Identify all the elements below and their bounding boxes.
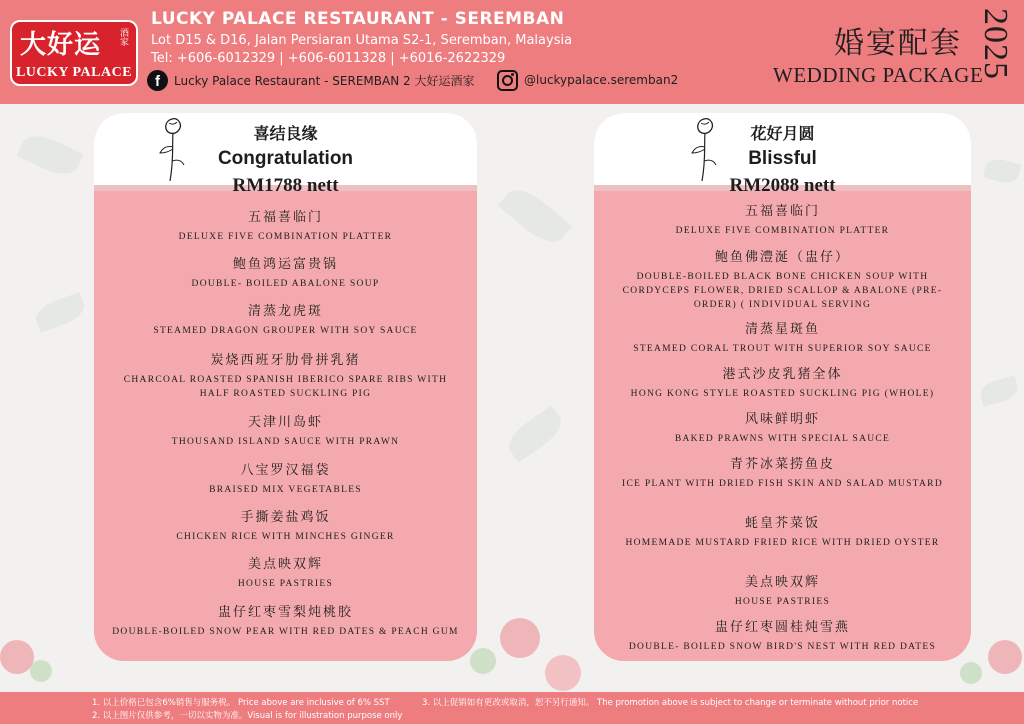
flower-decoration (30, 660, 52, 682)
menu-dish (608, 204, 957, 238)
dish-name-chinese: 美点映双辉 (744, 575, 820, 590)
menu-dish (108, 557, 463, 591)
flower-decoration (960, 662, 982, 684)
dish-name-english: BRAISED MIX VEGETABLES (209, 485, 362, 495)
background-leaf-decoration (498, 181, 572, 251)
dish-name-chinese: 手撕姜盐鸡饭 (240, 510, 331, 525)
flower-decoration (988, 640, 1022, 674)
package-year: 2025 (977, 8, 1014, 80)
dish-name-chinese: 青芥冰菜捞鱼皮 (729, 457, 835, 472)
dish-name-chinese: 鲍鱼鸿运富贵锅 (232, 257, 338, 272)
package-title-chinese: 婚宴配套 (834, 26, 962, 61)
background-leaf-decoration (16, 129, 83, 182)
flower-decoration (0, 640, 34, 674)
background-leaf-decoration (502, 405, 567, 462)
menu-dish (108, 304, 463, 338)
restaurant-phone: Tel: +606-6012329 | +606-6011328 | +6016-2622329 (151, 51, 506, 66)
restaurant-address: Lot D15 & D16, Jalan Persiaran Utama S2-1, Seremban, Malaysia (151, 33, 573, 48)
menu-dish (108, 257, 463, 291)
dish-name-chinese: 蚝皇芥菜饭 (744, 516, 820, 531)
menu-dish (108, 510, 463, 544)
logo-chinese-name: 大好运 (20, 30, 102, 60)
flower-decoration (545, 655, 581, 691)
instagram-link[interactable] (497, 69, 678, 91)
footer-note-illustration: 2. 以上图片仅供参考，一切以实物为准。Visual is for illustration purpose only (92, 711, 403, 721)
logo-english-name: LUCKY PALACE (15, 65, 133, 80)
dish-name-english: HOMEMADE MUSTARD FRIED RICE WITH DRIED OYSTER (625, 538, 940, 548)
menu-dish (108, 605, 463, 639)
menu-dish (108, 353, 463, 401)
package-price: RM1788 nett (232, 175, 339, 196)
restaurant-name: LUCKY PALACE RESTAURANT - SEREMBAN (151, 9, 565, 29)
dish-name-chinese: 港式沙皮乳猪全体 (722, 367, 843, 382)
dish-name-english: BAKED PRAWNS WITH SPECIAL SAUCE (674, 434, 891, 444)
dish-name-english: STEAMED CORAL TROUT WITH SUPERIOR SOY SAUCE (633, 344, 932, 354)
dish-name-english: CHARCOAL ROASTED SPANISH IBERICO SPARE RIBS WITH HALF ROASTED SUCKLING PIG (123, 375, 448, 399)
menu-dish (608, 516, 957, 550)
dish-name-english: ICE PLANT WITH DRIED FISH SKIN AND SALAD MUSTARD (622, 479, 943, 489)
footer-banner (0, 692, 1024, 724)
dish-name-chinese: 盅仔红枣圆桂炖雪燕 (714, 620, 850, 635)
dish-name-chinese: 风味鲜明虾 (744, 412, 820, 427)
dish-name-chinese: 清蒸龙虎斑 (247, 304, 323, 319)
instagram-handle: @luckypalace.seremban2 (524, 73, 679, 87)
menu-dish (608, 322, 957, 356)
header-banner (0, 0, 1024, 104)
dish-name-english: DOUBLE- BOILED SNOW BIRD'S NEST WITH RED DATES (628, 642, 937, 652)
menu-dish (608, 250, 957, 312)
package-name-english: Congratulation (217, 148, 354, 169)
package-price: RM2088 nett (729, 175, 836, 196)
dish-name-chinese: 天津川岛虾 (247, 415, 323, 430)
dish-name-english: HONG KONG STYLE ROASTED SUCKLING PIG (WHOLE) (630, 389, 935, 399)
dish-name-chinese: 鲍鱼佛澧涎（盅仔） (714, 250, 850, 265)
dish-name-chinese: 五福喜临门 (744, 204, 820, 219)
menu-dish (608, 620, 957, 654)
menu-dish (108, 463, 463, 497)
dish-name-chinese: 炭烧西班牙肋骨拼乳猪 (210, 353, 361, 368)
dish-name-english: DELUXE FIVE COMBINATION PLATTER (675, 226, 890, 236)
instagram-icon (497, 70, 518, 91)
package-title-english: WEDDING PACKAGE (773, 63, 984, 87)
facebook-handle: Lucky Palace Restaurant - SEREMBAN 2 大好运酒家 (174, 73, 475, 88)
restaurant-logo (10, 20, 138, 86)
footer-note-promotion: 3. 以上促销如有更改或取消，恕不另行通知。 The promotion above is subject to change or terminate without prior notice (422, 698, 919, 708)
menu-dish (608, 367, 957, 401)
dish-name-english: THOUSAND ISLAND SAUCE WITH PRAWN (171, 437, 400, 447)
dish-name-english: DELUXE FIVE COMBINATION PLATTER (178, 232, 393, 242)
dish-name-chinese: 五福喜临门 (247, 210, 323, 225)
dish-name-chinese: 清蒸星斑鱼 (744, 322, 820, 337)
dish-name-english: STEAMED DRAGON GROUPER WITH SOY SAUCE (153, 326, 418, 336)
package-name-english: Blissful (748, 148, 817, 169)
menu-dish (608, 575, 957, 609)
package-name-chinese: 花好月圆 (750, 124, 815, 143)
menu-dish (608, 457, 957, 491)
flower-decoration (500, 618, 540, 658)
package-name-chinese: 喜结良缘 (253, 124, 318, 143)
menu-dish (108, 210, 463, 244)
dish-name-english: CHICKEN RICE WITH MINCHES GINGER (176, 532, 395, 542)
dish-name-chinese: 八宝罗汉福袋 (240, 463, 331, 478)
logo-chinese-suffix: 酒家 (118, 28, 128, 46)
facebook-icon: f (147, 70, 168, 91)
flower-decoration (470, 648, 496, 674)
menu-dish (108, 415, 463, 449)
background-leaf-decoration (983, 156, 1022, 186)
dish-name-english: DOUBLE-BOILED BLACK BONE CHICKEN SOUP WITH CORDYCEPS FLOWER, DRIED SCALLOP & ABALONE (PRE-ORDER) ( INDIVIDUAL SERVING (622, 272, 943, 310)
dish-name-chinese: 美点映双辉 (247, 557, 323, 572)
dish-name-chinese: 盅仔红枣雪梨炖桃胶 (217, 605, 353, 620)
package-card-congratulation (94, 113, 477, 661)
menu-dish (608, 412, 957, 446)
facebook-link[interactable] (147, 69, 474, 91)
background-leaf-decoration (978, 375, 1020, 406)
dish-name-english: HOUSE PASTRIES (237, 579, 334, 589)
dish-name-english: DOUBLE- BOILED ABALONE SOUP (191, 279, 380, 289)
footer-note-tax: 1. 以上价格已包含6%销售与服务税。 Price above are inclusive of 6% SST (92, 698, 390, 708)
dish-name-english: DOUBLE-BOILED SNOW PEAR WITH RED DATES & PEACH GUM (112, 627, 459, 637)
package-card-blissful (594, 113, 971, 661)
background-leaf-decoration (32, 292, 88, 333)
dish-name-english: HOUSE PASTRIES (734, 597, 831, 607)
